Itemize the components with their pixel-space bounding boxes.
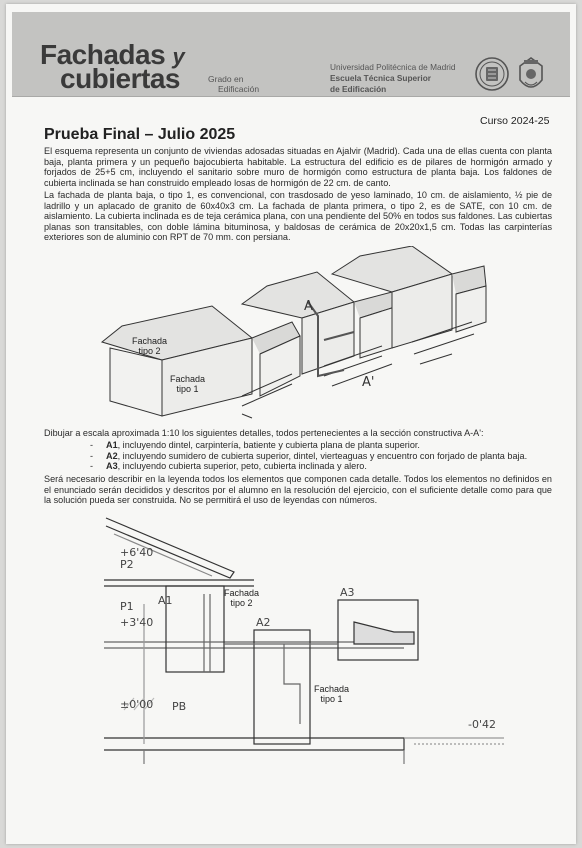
degree-line1: Grado en (208, 74, 244, 84)
level-p2: P2 (120, 558, 134, 571)
level-000: ±0'00 (120, 698, 154, 711)
logo-line1: Fachadas (40, 39, 166, 70)
section-mark-a: A (304, 299, 313, 314)
level-p1: P1 (120, 600, 134, 613)
instruction-text: Dibujar a escala aproximada 1:10 los siguientes detalles, todos pertenecientes a la sección constructiva A-A': (44, 428, 484, 438)
facade-paragraph: La fachada de planta baja, o tipo 1, es convencional, con trasdosado de yeso laminado, 10 cm. de aislamiento, ½ pie de ladrillo y un aplacado de granito de 60x40x3 cm. La fachada de planta primera, o tipo 2, es de SATE, con 10 cm. de aislamiento. La cubierta inclinada es de teja cerámica plana, con una pendiente del 50% en todos sus faldones. Las cubiertas planas son transitables, con doble lámina bituminosa, y baldosas de cerámica de 20x20x1,5 cm. Todas las carpinterías exteriores son de aluminio con RPT de 70 mm. con persiana. (44, 190, 552, 243)
school-line2: de Edificación (330, 84, 387, 94)
fig2-fachada-tipo2-line1: Fachada (224, 588, 260, 598)
detail-item (90, 461, 527, 472)
exam-sheet (6, 4, 576, 844)
details-list (90, 440, 527, 472)
school-crest-icon (514, 54, 548, 96)
fig2-fachada-tipo2-line2: tipo 2 (230, 598, 253, 608)
fig2-fachada-tipo1-line2: tipo 1 (320, 694, 343, 704)
fig1-fachada-tipo1-line2: tipo 1 (176, 384, 199, 394)
label-a1: A1 (158, 594, 173, 607)
fig2-fachada-tipo2-label (224, 588, 259, 608)
fig1-fachada-tipo2-line2: tipo 2 (138, 346, 161, 356)
level-pb: PB (172, 700, 187, 713)
detail-text: , incluyendo cubierta superior, peto, cubierta inclinada y alero. (117, 461, 367, 472)
university-block (330, 62, 455, 95)
upm-seal-icon (474, 54, 510, 94)
detail-code: A1 (106, 440, 118, 450)
fig1-fachada-tipo1-line1: Fachada (170, 374, 206, 384)
detail-code: A3 (106, 461, 118, 472)
level-640: +6'40 (120, 546, 154, 559)
level-negative: -0'42 (468, 718, 496, 731)
course-year: Curso 2024-25 (480, 115, 550, 127)
detail-text: , incluyendo dintel, carpintería, batiente y cubierta plana de planta superior. (117, 440, 420, 450)
section-sketch-figure (104, 514, 504, 772)
legend-note-paragraph: Será necesario describir en la leyenda todos los elementos que componen cada detalle. Todos los elementos no definidos en el enunciado serán decididos y descritos por el alumno en la resolución del ejercicio, con el suficiente detalle como para que la solución pueda ser construida. No se permitirá el uso de leyendas con números. (44, 474, 552, 506)
detail-code: A2 (106, 450, 118, 461)
section-mark-a-prime: A' (362, 375, 375, 390)
detail-text: , incluyendo sumidero de cubierta superior, dintel, vierteaguas y encuentro con forjado de planta baja. (117, 450, 528, 461)
label-a2: A2 (256, 616, 271, 629)
exam-title: Prueba Final – Julio 2025 (44, 126, 236, 143)
logo-y: y (172, 44, 185, 69)
fig1-fachada-tipo2-line1: Fachada (132, 336, 168, 346)
level-340: +3'40 (120, 616, 154, 629)
fig2-fachada-tipo1-label (314, 684, 349, 704)
label-a3: A3 (340, 586, 355, 599)
detail-item (90, 440, 527, 451)
school-line1: Escuela Técnica Superior (330, 73, 431, 83)
logo-line2: cubiertas (60, 63, 180, 94)
fig1-fachada-tipo1-label (170, 374, 205, 394)
intro-paragraph: El esquema representa un conjunto de viviendas adosadas situadas en Ajalvir (Madrid). Cada una de ellas cuenta con planta baja, planta primera y un pequeño bajocubierta habitable. La estructura del edificio es de pilares de hormigón armado y forjados de 25+5 cm, incluyendo el sanitario sobre muro de hormigón como estructura de planta baja. Los faldones de cubierta inclinada se han construido empleado losas de hormigón de 22 cm. de canto. (44, 146, 552, 188)
fig1-fachada-tipo2-label (132, 336, 167, 356)
degree-line2: Edificación (218, 84, 260, 94)
university-name: Universidad Politécnica de Madrid (330, 62, 456, 72)
degree-label (208, 74, 259, 94)
detail-item (90, 451, 527, 462)
fig2-fachada-tipo1-line1: Fachada (314, 684, 350, 694)
header-banner (12, 12, 570, 97)
